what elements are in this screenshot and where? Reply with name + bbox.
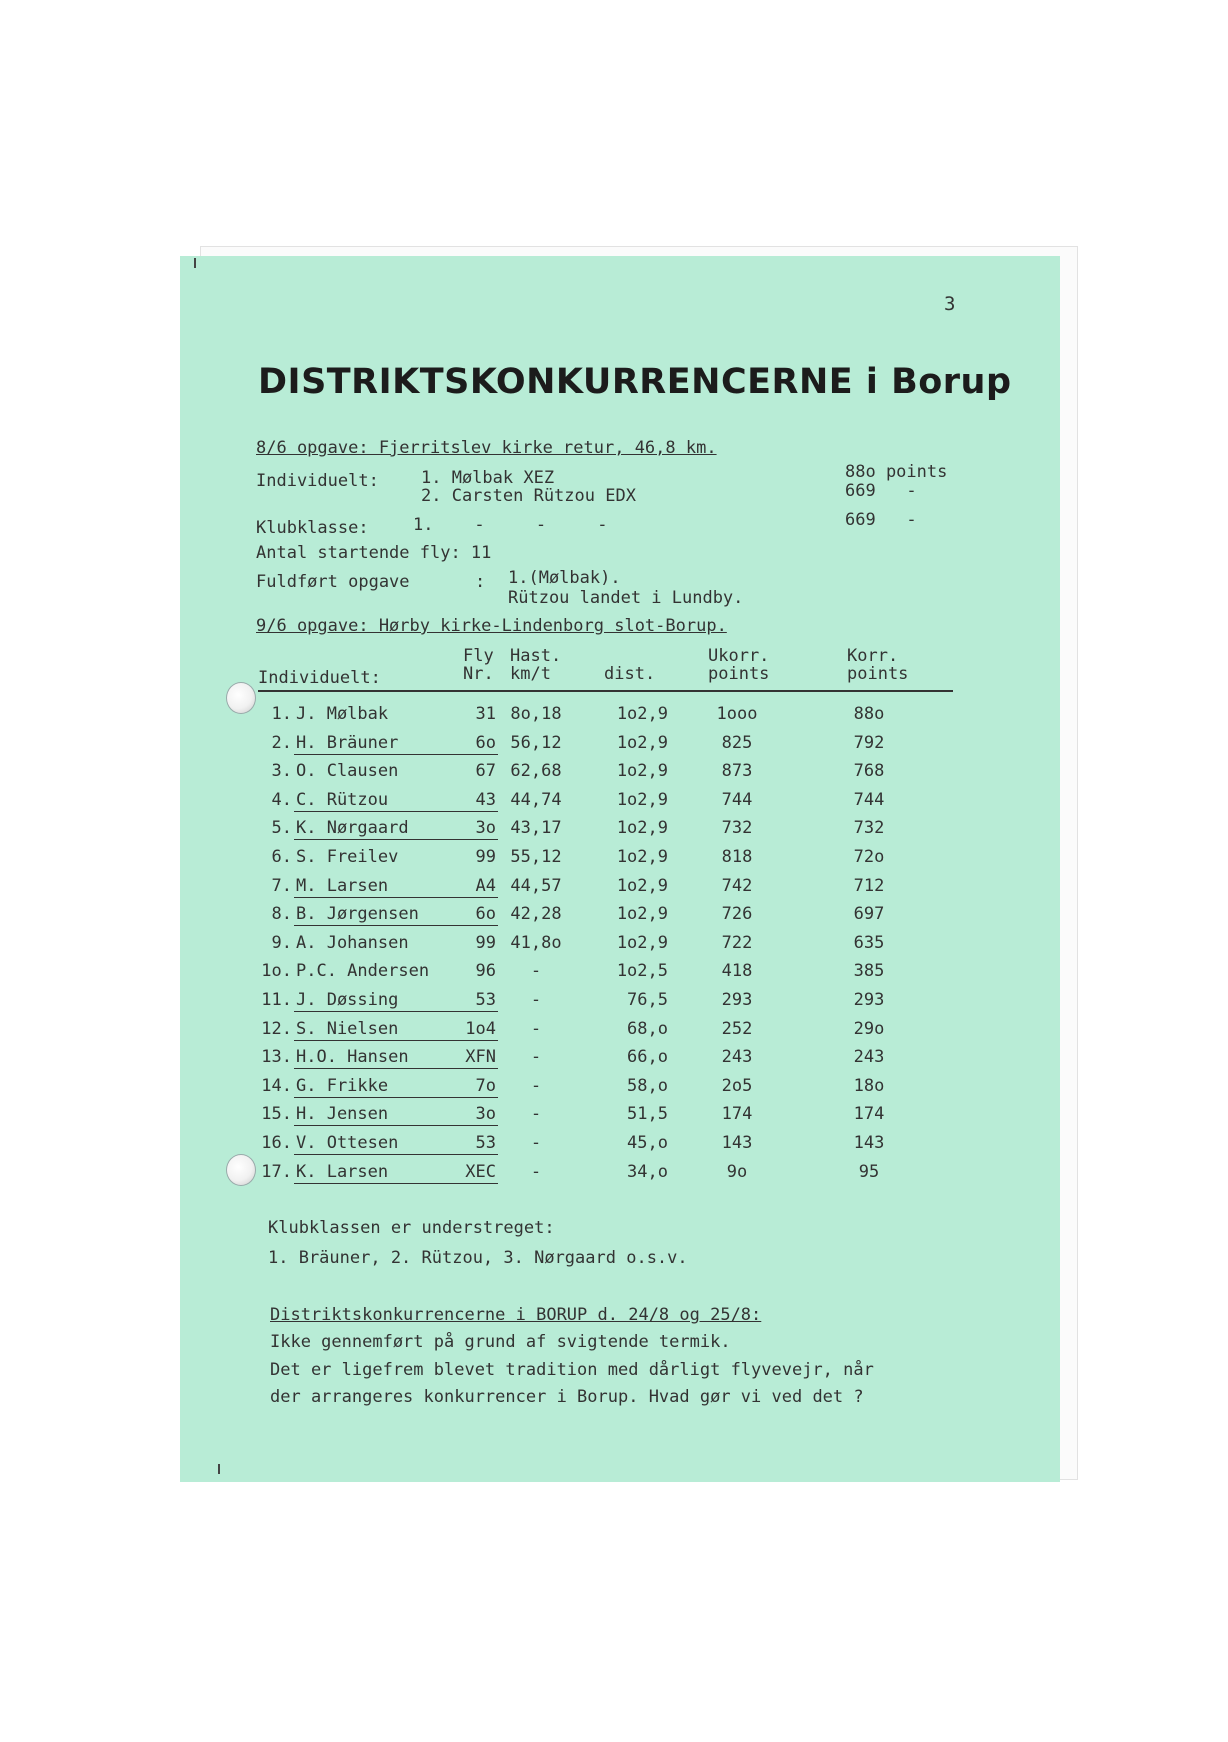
cell-dist: 1o2,5 <box>616 961 668 982</box>
cell-korr: 243 <box>853 1047 885 1068</box>
cell-dist: 1o2,9 <box>616 904 668 925</box>
cell-korr: 385 <box>853 961 885 982</box>
cell-ukorr: 1ooo <box>716 704 758 724</box>
col-speed-unit: km/t <box>510 664 551 684</box>
cell-ukorr: 873 <box>721 761 753 782</box>
cell-name: G. Frikke <box>296 1075 389 1096</box>
cell-rank: 15. <box>261 1104 292 1125</box>
completed-note: Rützou landet i Lundby. <box>508 588 744 608</box>
col-individual: Individuelt: <box>258 668 381 688</box>
completed-label: Fuldført opgave <box>256 572 410 592</box>
cell-name: S. Nielsen <box>296 1018 399 1039</box>
cell-korr: 88o <box>853 704 885 724</box>
cell-rank: 2. <box>271 732 292 753</box>
cell-speed: - <box>530 1104 542 1125</box>
cell-fly: A4 <box>475 875 496 896</box>
cell-ukorr: 9o <box>726 1161 748 1182</box>
final-line1: Ikke gennemført på grund af svigtende termik. <box>270 1332 731 1352</box>
cell-dist: 1o2,9 <box>616 789 668 810</box>
cell-name: C. Rützou <box>296 789 389 810</box>
cell-rank: 12. <box>261 1018 292 1039</box>
cell-name: J. Døssing <box>296 990 399 1010</box>
club-underline <box>294 897 498 898</box>
cell-fly: 7o <box>475 1075 496 1096</box>
col-korr-points: points <box>847 664 909 684</box>
club-underline <box>294 754 498 755</box>
cell-rank: 17. <box>261 1161 292 1182</box>
cell-korr: 18o <box>853 1075 885 1096</box>
cell-korr: 744 <box>853 789 885 810</box>
col-ukorr: Ukorr. <box>708 646 770 666</box>
cell-korr: 143 <box>853 1133 885 1153</box>
cell-rank: 1. <box>271 704 292 724</box>
cell-speed: - <box>530 1161 542 1182</box>
cell-rank: 6. <box>271 847 292 867</box>
cell-rank: 16. <box>261 1133 292 1153</box>
cell-fly: 6o <box>475 904 496 925</box>
cell-fly: 31 <box>475 704 496 724</box>
cell-fly: 53 <box>475 990 496 1010</box>
individual-second: 2. Carsten Rützou EDX <box>421 486 636 506</box>
cell-speed: 8o,18 <box>510 704 562 724</box>
cell-speed: 44,74 <box>510 789 562 810</box>
club-underline <box>294 811 498 812</box>
cell-rank: 1o. <box>261 961 292 982</box>
page-number: 3 <box>944 293 956 315</box>
cell-name: H. Jensen <box>296 1104 389 1125</box>
cell-ukorr: 825 <box>721 732 753 753</box>
final-line3: der arrangeres konkurrencer i Borup. Hvad gør vi ved det ? <box>270 1387 864 1407</box>
cell-dist: 1o2,9 <box>616 732 668 753</box>
cell-dist: 1o2,9 <box>616 761 668 782</box>
cell-speed: - <box>530 1018 542 1039</box>
cell-ukorr: 818 <box>721 847 753 867</box>
cell-fly: 43 <box>475 789 496 810</box>
cell-dist: 51,5 <box>627 1104 668 1125</box>
cell-fly: 3o <box>475 1104 496 1125</box>
cell-name: B. Jørgensen <box>296 904 419 925</box>
cell-name: K. Larsen <box>296 1161 389 1182</box>
club-note-line1: Klubklassen er understreget: <box>268 1218 555 1238</box>
cell-ukorr: 2o5 <box>721 1075 753 1096</box>
cell-fly: 96 <box>475 961 496 982</box>
cell-fly: XEC <box>465 1161 496 1182</box>
col-dist: dist. <box>604 664 656 684</box>
cell-korr: 293 <box>853 990 885 1010</box>
cell-korr: 95 <box>858 1161 880 1182</box>
cell-name: V. Ottesen <box>296 1133 399 1153</box>
cell-rank: 13. <box>261 1047 292 1068</box>
cell-ukorr: 243 <box>721 1047 753 1068</box>
individual-label: Individuelt: <box>256 471 379 491</box>
cell-name: H.O. Hansen <box>296 1047 409 1068</box>
cell-ukorr: 726 <box>721 904 753 925</box>
header-rule <box>258 690 953 692</box>
cell-name: M. Larsen <box>296 875 389 896</box>
cell-speed: 56,12 <box>510 732 562 753</box>
cell-speed: 44,57 <box>510 875 562 896</box>
cell-korr: 29o <box>853 1018 885 1039</box>
col-korr: Korr. <box>847 646 899 666</box>
cell-ukorr: 744 <box>721 789 753 810</box>
club-value: 1. - - - <box>413 515 608 535</box>
cell-speed: 55,12 <box>510 847 562 867</box>
cell-korr: 72o <box>853 847 885 867</box>
col-ukorr-points: points <box>708 664 770 684</box>
cell-dist: 68,o <box>627 1018 668 1039</box>
cell-ukorr: 418 <box>721 961 753 982</box>
cell-fly: XFN <box>465 1047 496 1068</box>
cell-fly: 99 <box>475 847 496 867</box>
club-underline <box>294 1040 498 1041</box>
edge-mark <box>218 1464 220 1474</box>
task2-heading: 9/6 opgave: Hørby kirke-Lindenborg slot-Borup. <box>256 616 727 636</box>
page-title: DISTRIKTSKONKURRENCERNE i Borup <box>258 362 1012 402</box>
completed-value: 1.(Mølbak). <box>508 568 621 588</box>
completed-colon: : <box>475 572 486 592</box>
cell-ukorr: 722 <box>721 932 753 953</box>
cell-rank: 7. <box>271 875 292 896</box>
club-underline <box>294 839 498 840</box>
cell-speed: 43,17 <box>510 818 562 839</box>
club-note-line2: 1. Bräuner, 2. Rützou, 3. Nørgaard o.s.v. <box>268 1248 688 1268</box>
cell-speed: - <box>530 961 542 982</box>
starters-count: Antal startende fly: 11 <box>256 543 492 563</box>
club-underline <box>294 925 498 926</box>
cell-korr: 768 <box>853 761 885 782</box>
cell-dist: 76,5 <box>627 990 668 1010</box>
cell-korr: 732 <box>853 818 885 839</box>
final-line2: Det er ligefrem blevet tradition med dårligt flyvevejr, når <box>270 1360 874 1380</box>
cell-rank: 3. <box>271 761 292 782</box>
cell-dist: 1o2,9 <box>616 704 668 724</box>
cell-fly: 67 <box>475 761 496 782</box>
club-underline <box>294 1011 498 1012</box>
individual-second-points: 669 - <box>845 481 917 501</box>
cell-name: K. Nørgaard <box>296 818 409 839</box>
cell-ukorr: 742 <box>721 875 753 896</box>
cell-rank: 11. <box>261 990 292 1010</box>
club-underline <box>294 1125 498 1126</box>
cell-speed: 62,68 <box>510 761 562 782</box>
cell-name: O. Clausen <box>296 761 399 782</box>
col-fly-nr: Nr. <box>463 664 494 684</box>
club-underline <box>294 1154 498 1155</box>
cell-dist: 1o2,9 <box>616 818 668 839</box>
club-points: 669 - <box>845 510 917 530</box>
cell-speed: - <box>530 1047 542 1068</box>
club-underline <box>294 1183 498 1184</box>
col-speed: Hast. <box>510 646 562 666</box>
cell-rank: 4. <box>271 789 292 810</box>
cell-rank: 9. <box>271 932 292 953</box>
cell-fly: 53 <box>475 1133 496 1153</box>
cell-speed: - <box>530 990 542 1010</box>
cell-dist: 45,o <box>627 1133 668 1153</box>
cell-dist: 1o2,9 <box>616 847 668 867</box>
club-underline <box>294 1097 498 1098</box>
cell-dist: 1o2,9 <box>616 932 668 953</box>
cell-ukorr: 174 <box>721 1104 753 1125</box>
individual-first-points: 88o points <box>845 462 948 482</box>
cell-korr: 792 <box>853 732 885 753</box>
cell-dist: 1o2,9 <box>616 875 668 896</box>
club-label: Klubklasse: <box>256 518 369 538</box>
cell-name: J. Mølbak <box>296 704 389 724</box>
cell-fly: 6o <box>475 732 496 753</box>
cell-name: H. Bräuner <box>296 732 399 753</box>
individual-first: 1. Mølbak XEZ <box>421 468 555 488</box>
final-heading: Distriktskonkurrencerne i BORUP d. 24/8 og 25/8: <box>270 1305 762 1325</box>
cell-fly: 1o4 <box>465 1018 496 1039</box>
cell-dist: 58,o <box>627 1075 668 1096</box>
cell-ukorr: 252 <box>721 1018 753 1039</box>
cell-korr: 635 <box>853 932 885 953</box>
cell-rank: 5. <box>271 818 292 839</box>
cell-ukorr: 732 <box>721 818 753 839</box>
cell-ukorr: 293 <box>721 990 753 1010</box>
edge-mark <box>194 258 196 268</box>
task1-heading: 8/6 opgave: Fjerritslev kirke retur, 46,8 km. <box>256 438 717 458</box>
club-underline <box>294 1068 498 1069</box>
cell-fly: 3o <box>475 818 496 839</box>
cell-korr: 174 <box>853 1104 885 1125</box>
cell-ukorr: 143 <box>721 1133 753 1153</box>
cell-speed: 41,8o <box>510 932 562 953</box>
cell-korr: 712 <box>853 875 885 896</box>
cell-dist: 34,o <box>627 1161 668 1182</box>
col-fly: Fly <box>463 646 494 666</box>
cell-speed: 42,28 <box>510 904 562 925</box>
cell-korr: 697 <box>853 904 885 925</box>
cell-name: S. Freilev <box>296 847 399 867</box>
cell-rank: 8. <box>271 904 292 925</box>
cell-name: P.C. Andersen <box>296 961 430 982</box>
cell-name: A. Johansen <box>296 932 409 953</box>
cell-dist: 66,o <box>627 1047 668 1068</box>
cell-fly: 99 <box>475 932 496 953</box>
cell-rank: 14. <box>261 1075 292 1096</box>
cell-speed: - <box>530 1075 542 1096</box>
cell-speed: - <box>530 1133 542 1153</box>
